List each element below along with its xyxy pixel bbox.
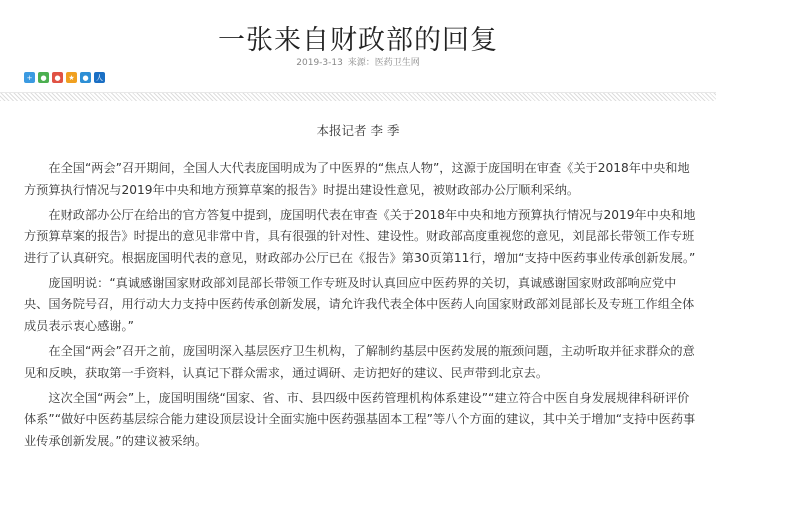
wechat-icon[interactable]: ● [38, 72, 49, 83]
article-date: 2019-3-13 [296, 58, 343, 68]
article-byline: 本报记者 李 季 [316, 123, 400, 138]
renren-icon[interactable]: 人 [96, 73, 103, 82]
weibo-icon[interactable]: ● [52, 72, 63, 83]
plus-share-icon[interactable]: + [24, 72, 35, 83]
article-paragraph: 庞国明说：“真诚感谢国家财政部刘昆部长带领工作专班及时认真回应中医药界的关切，真诚感谢国家财政部响应党中央、国务院号召，用行动大力支持中医药传承创新发展，请允许我代表全体中医药人向国家财政部刘昆部长及专班工作组全体成员表示衷心感谢。” [24, 275, 695, 333]
tencent-weibo-icon[interactable]: ● [80, 72, 91, 83]
qzone-icon[interactable]: ★ [66, 72, 77, 83]
article-paragraph: 这次全国“两会”上，庞国明围绕“国家、省、市、县四级中医药管理机构体系建设”“建立符合中医自身发展规律科研评价体系”“做好中医药基层综合能力建设顶层设计全面实施中医药强基固本工程”等八个方面的建议，其中关于增加“支持中医药事业传承创新发展。”的建议被采纳。 [24, 390, 696, 448]
article-meta [0, 55, 716, 68]
article-title: 一张来自财政部的回复 [218, 25, 498, 56]
article-paragraph: 在财政部办公厅在给出的官方答复中提到，庞国明代表在审查《关于2018年中央和地方预算执行情况与2019年中央和地方预算草案的报告》时提出的意见非常中肯，具有很强的针对性、建设性。财政部高度重视您的意见，刘昆部长带领工作专班进行了认真研究。根据庞国明代表的意见，财政部办公厅已在《报告》第30页第11行，增加“支持中医药事业传承创新发展。” [24, 207, 696, 265]
header-divider [0, 92, 716, 101]
article-paragraph: 在全国“两会”召开期间，全国人大代表庞国明成为了中医界的“焦点人物”，这源于庞国明在审查《关于2018年中央和地方预算执行情况与2019年中央和地方预算草案的报告》时提出建设性意见，被财政部办公厅顺利采纳。 [24, 161, 690, 197]
article-paragraph: 在全国“两会”召开之前，庞国明深入基层医疗卫生机构，了解制约基层中医药发展的瓶颈问题，主动听取并征求群众的意见和反映，获取第一手资料，认真记下群众需求，通过调研、走访把好的建议、民声带到北京去。 [24, 343, 695, 380]
share-bar [24, 72, 105, 83]
article-body [24, 158, 700, 456]
article-source[interactable]: 来源：医药卫生网 [347, 58, 420, 68]
